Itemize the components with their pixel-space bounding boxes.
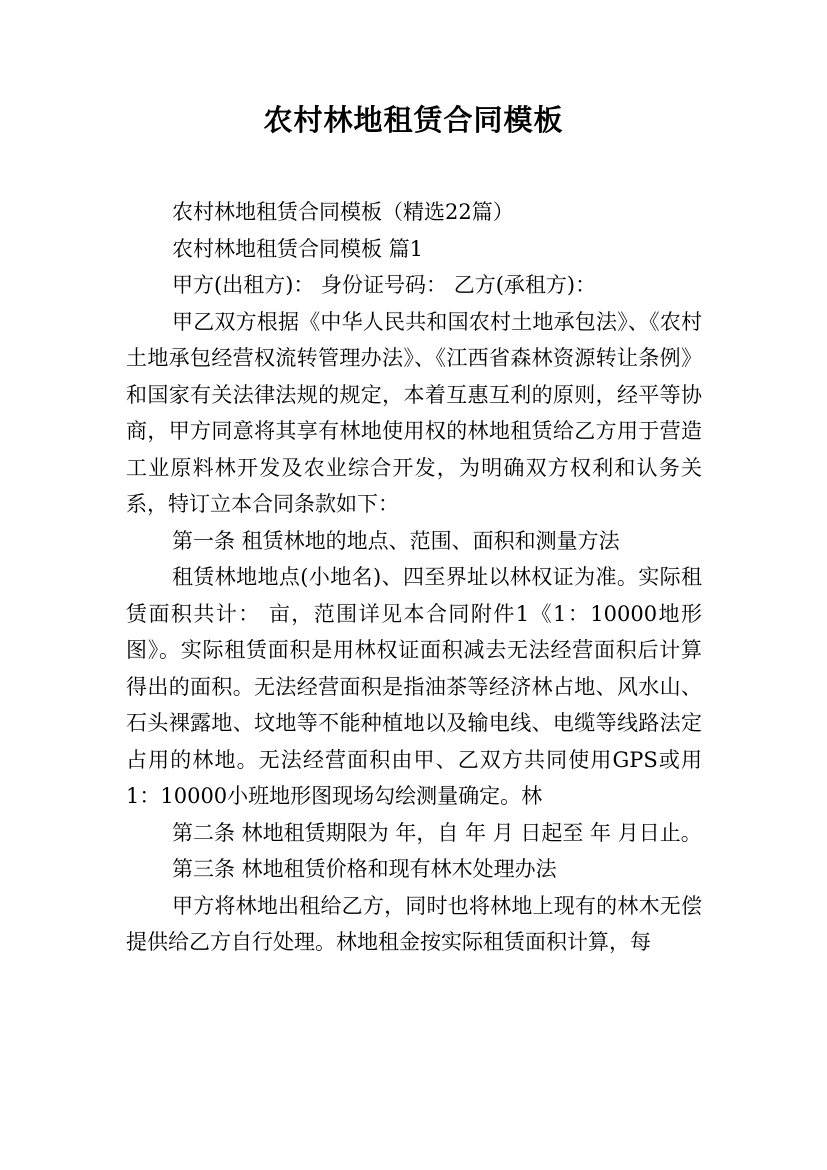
paragraph-parties: 甲方(出租方)： 身份证号码： 乙方(承租方)： (172, 273, 597, 297)
document-title: 农村林地租赁合同模板 (263, 103, 564, 137)
paragraph-article-3-heading: 第三条 林地租赁价格和现有林木处理办法 (172, 857, 557, 881)
paragraph-article-1-body: 租赁林地地点(小地名)、四至界址以林权证为准。实际租赁面积共计： 亩，范围详见本合同附件1《1：10000地形图》。实际租赁面积是用林权证面积减去无法经营面积后计算得出的面积。无法经营面积是指油茶等经济林占地、风水山、石头裸露地、坟地等不能种植地以及输电线、电缆等线路法定占用的林地。无法经营面积由甲、乙双方共同使用GPS或用1：10000小班地形图现场勾绘测量确定。林 (126, 565, 702, 808)
paragraph-preamble: 甲乙双方根据《中华人民共和国农村土地承包法》、《农村土地承包经营权流转管理办法》、《江西省森林资源转让条例》和国家有关法律法规的规定，本着互惠互利的原则，经平等协商，甲方同意将其享有林地使用权的林地租赁给乙方用于营造工业原料林开发及农业综合开发，为明确双方权利和认务关系，特订立本合同条款如下： (126, 309, 702, 516)
paragraph-section-heading: 农村林地租赁合同模板 篇1 (172, 236, 424, 261)
paragraph-article-1-heading: 第一条 租赁林地的地点、范围、面积和测量方法 (172, 528, 620, 553)
paragraph-subtitle: 农村林地租赁合同模板（精选22篇） (172, 200, 514, 224)
paragraph-article-2: 第二条 林地租赁期限为 年，自 年 月 日起至 年 月日止。 (172, 820, 702, 845)
document-body (126, 194, 702, 961)
paragraph-article-3-body: 甲方将林地出租给乙方，同时也将林地上现有的林木无偿提供给乙方自行处理。林地租金按实际租赁面积计算，每 (126, 893, 702, 954)
